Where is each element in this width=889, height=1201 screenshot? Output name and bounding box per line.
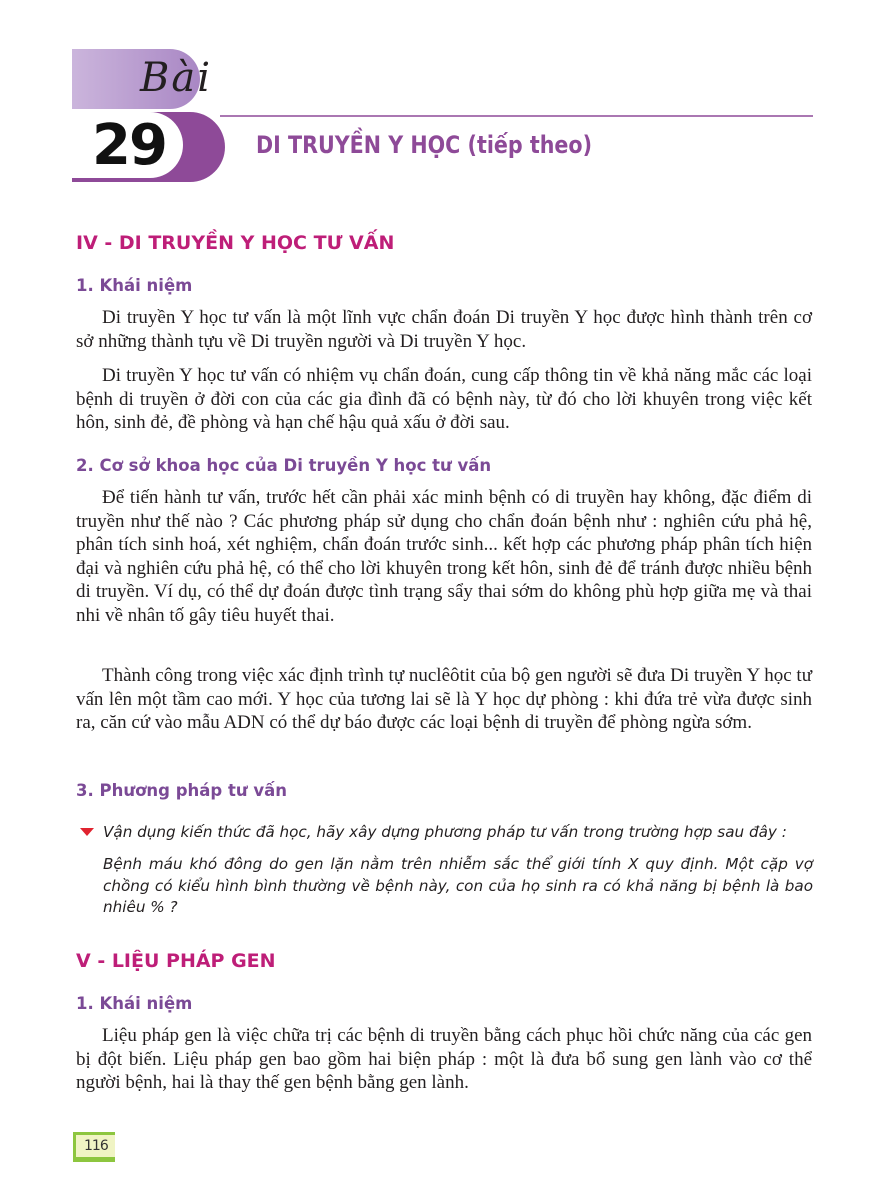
section-iv-heading: IV - DI TRUYỀN Y HỌC TƯ VẤN (76, 232, 395, 254)
page-number-bar (73, 1157, 115, 1162)
section-iv-sub3-heading: 3. Phương pháp tư vấn (76, 781, 287, 800)
section-iv-sub2-heading: 2. Cơ sở khoa học của Di truyền Y học tư vấn (76, 456, 492, 475)
task-arrow-icon (80, 828, 94, 836)
section-iv-sub1-paragraph-1: Di truyền Y học tư vấn là một lĩnh vực chẩn đoán Di truyền Y học được hình thành trên cơ sở những thành tựu về Di truyền người và Di truyền Y học. (76, 307, 812, 352)
section-v-sub1-paragraph-1: Liệu pháp gen là việc chữa trị các bệnh di truyền bằng cách phục hồi chức năng của các gen bị đột biến. Liệu pháp gen bao gồm hai biện pháp : một là đưa bổ sung gen lành vào cơ thể người bệnh, hai là thay thế gen bệnh bằng gen lành. (76, 1025, 812, 1093)
section-v-heading: V - LIỆU PHÁP GEN (76, 950, 276, 972)
section-v-sub1-heading: 1. Khái niệm (76, 994, 193, 1013)
lesson-number: 29 (92, 113, 166, 178)
section-iv-sub2-paragraph-1: Để tiến hành tư vấn, trước hết cần phải xác minh bệnh có di truyền hay không, đặc điểm di truyền như thế nào ? Các phương pháp sử dụng cho chẩn đoán bệnh như : nghiên cứu phả hệ, phân tích sinh hoá, xét nghiệm, chẩn đoán trước sinh... kết hợp các phương pháp phân tích hiện đại và nghiên cứu phả hệ, có thể cho lời khuyên trong kết hôn, sinh đẻ để tránh được nhiều bệnh di truyền. Ví dụ, có thể dự đoán được tình trạng sẩy thai sớm do không phù hợp giữa mẹ và thai nhi về nhân tố gây tiêu huyết thai. (76, 487, 812, 626)
section-iv-sub2-paragraph-2: Thành công trong việc xác định trình tự nuclêôtit của bộ gen người sẽ đưa Di truyền Y học tư vấn lên một tầm cao mới. Y học của tương lai sẽ là Y học dự phòng : khi đứa trẻ vừa được sinh ra, căn cứ vào mẫu ADN có thể dự báo được các loại bệnh di truyền để phòng ngừa sớm. (76, 665, 812, 733)
lesson-title: DI TRUYỀN Y HỌC (tiếp theo) (256, 131, 593, 159)
task-prompt: Vận dụng kiến thức đã học, hãy xây dựng phương pháp tư vấn trong trường hợp sau đây : (103, 823, 787, 841)
task-question: Bệnh máu khó đông do gen lặn nằm trên nhiễm sắc thể giới tính X quy định. Một cặp vợ chồng có kiểu hình bình thường về bệnh này, con của họ sinh ra có khả năng bị bệnh là bao nhiêu % ? (103, 855, 813, 916)
section-iv-sub1-paragraph-2: Di truyền Y học tư vấn có nhiệm vụ chẩn đoán, cung cấp thông tin về khả năng mắc các loại bệnh di truyền ở đời con của các gia đình đã có bệnh này, từ đó cho lời khuyên trong việc kết hôn, sinh đẻ, đề phòng và hạn chế hậu quả xấu ở đời sau. (76, 365, 812, 433)
page-number: 116 (84, 1138, 108, 1154)
lesson-word: Bài (140, 55, 213, 101)
section-iv-sub1-heading: 1. Khái niệm (76, 276, 193, 295)
